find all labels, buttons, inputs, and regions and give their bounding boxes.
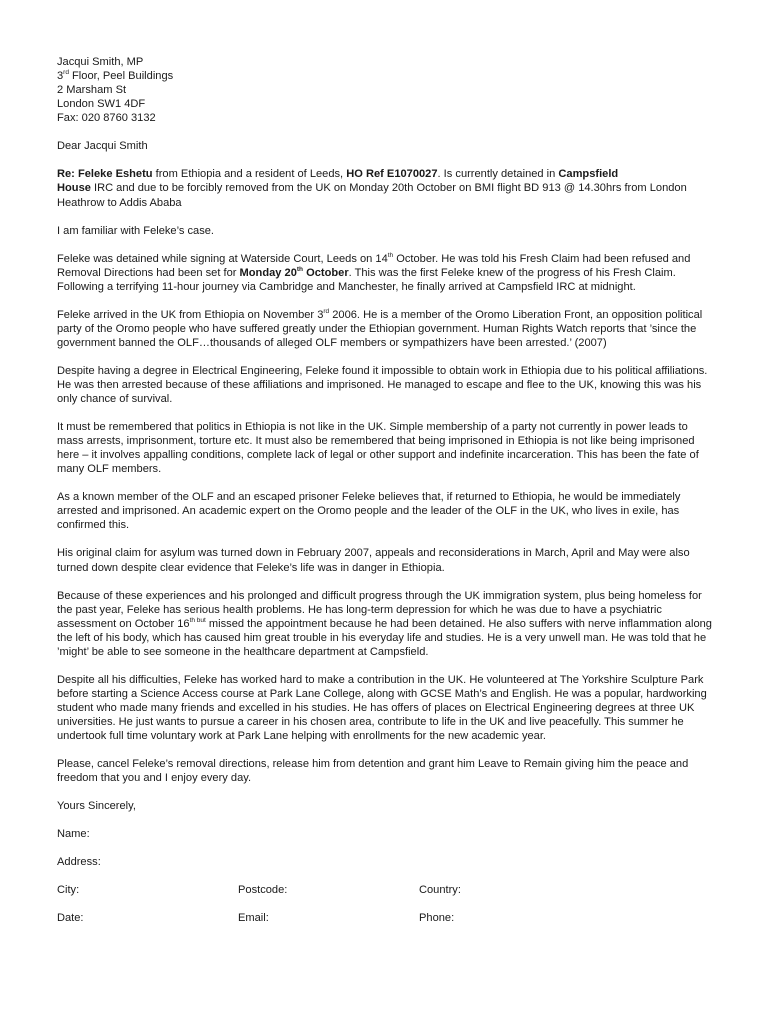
- recipient-address: [57, 55, 717, 125]
- paragraph-politics: It must be remembered that politics in Ethiopia is not like in the UK. Simple membership of a party not currently in power leads to mass arrests, imprisonment, torture etc. It must also be remembered that being imprisoned in Ethiopia is not like being imprisoned here – it involves appalling conditions, complete lack of legal or other support and indefinite incarceration. This has been the fate of many OLF members.: [57, 421, 699, 476]
- date-label: Date:: [57, 912, 84, 925]
- closing: Yours Sincerely,: [57, 800, 136, 813]
- recipient-fax: Fax: 020 8760 3132: [57, 112, 156, 125]
- paragraph-degree: Despite having a degree in Electrical Engineering, Feleke found it impossible to obtain work in Ethiopia due to his political affiliations. He was then arrested because of these affiliations and imprisoned. He managed to escape and flee to the UK, knowing this was his only chance of survival.: [57, 364, 708, 406]
- postcode-label: Postcode:: [238, 884, 288, 897]
- recipient-floor: 3rd Floor, Peel Buildings: [57, 69, 174, 83]
- paragraph-known-member: As a known member of the OLF and an escaped prisoner Feleke believes that, if returned to Ethiopia, he would be immediately arrested and imprisoned. An academic expert on the Oromo people and the leader of the OLF in the UK, who lives in exile, has confirmed this.: [57, 491, 681, 532]
- country-label: Country:: [419, 884, 461, 897]
- paragraph-detained: Feleke was detained while signing at Waterside Court, Leeds on 14th October. He was told his Fresh Claim had been refused and Removal Directions had been set for Monday 20th October. This was the first Feleke knew of the progress of his Fresh Claim. Following a terrifying 11-hour journey via Cambridge and Manchester, he finally arrived at Campsfield IRC at midnight.: [57, 251, 691, 293]
- recipient-name: Jacqui Smith, MP: [57, 56, 144, 68]
- letter-page: [57, 55, 717, 939]
- address-row: [57, 855, 717, 869]
- recipient-street: 2 Marsham St: [57, 84, 127, 97]
- city-label: City:: [57, 884, 80, 897]
- paragraph-asylum-claim: His original claim for asylum was turned down in February 2007, appeals and reconsiderations in March, April and May were also turned down despite clear evidence that Feleke’s life was in danger in Ethiopia.: [57, 547, 690, 574]
- email-label: Email:: [238, 912, 269, 925]
- recipient-city: London SW1 4DF: [57, 98, 146, 111]
- paragraph-plea: Please, cancel Feleke’s removal directions, release him from detention and grant him Leave to Remain giving him the peace and freedom that you and I enjoy every day.: [57, 758, 689, 785]
- paragraph-health: Because of these experiences and his prolonged and difficult progress through the UK immigration system, plus being homeless for the past year, Feleke has serious health problems. He has long-term depression for which he was due to have a psychiatric assessment on October $16^{th but}$ missed the appointment because he had been detained. He also suffers with nerve inflammation along the left of his body, which has caused him great trouble in his everyday life and studies. He is a very unwell man. He was told that he ’might’ be able to see someone in the healthcare department at Campsfield.: [57, 589, 712, 658]
- address-label: Address:: [57, 856, 101, 869]
- phone-label: Phone:: [419, 912, 455, 925]
- paragraph-arrived: Feleke arrived in the UK from Ethiopia on November 3rd 2006. He is a member of the Oromo Liberation Front, an opposition political party of the Oromo people who have suffered greatly under the Ethiopian government. Human Rights Watch reports that ’since the government banned the OLF…thousands of alleged OLF members or sympathizers have been arrested.’ (2007): [57, 307, 703, 349]
- paragraph-familiar: I am familiar with Feleke’s case.: [57, 224, 215, 237]
- salutation: Dear Jacqui Smith: [57, 140, 148, 153]
- name-label: Name:: [57, 828, 90, 841]
- paragraph-contribution: Despite all his difficulties, Feleke has worked hard to make a contribution in the UK. He volunteered at The Yorkshire Sculpture Park before starting a Science Access course at Park Lane College, along with GCSE Math’s and English. He was a popular, hardworking student who made many friends and excelled in his studies. He has offers of places on Electrical Engineering degrees at three UK universities. He just wants to pursue a career in his chosen area, contribute to life in the UK and live peacefully. This summer he undertook full time voluntary work at Park Lane helping with enrollments for the new academic year.: [57, 673, 707, 743]
- subject-line: Re: Feleke Eshetu from Ethiopia and a resident of Leeds, HO Ref E1070027. Is currently detained in Campsfield House IRC and due to be forcibly removed from the UK on Monday 20th October on BMI flight BD 913 @ 14.30hrs from London Heathrow to Addis Ababa: [57, 168, 687, 209]
- name-row: [57, 827, 717, 841]
- city-postcode-country-row: [57, 883, 717, 897]
- date-email-phone-row: [57, 911, 717, 925]
